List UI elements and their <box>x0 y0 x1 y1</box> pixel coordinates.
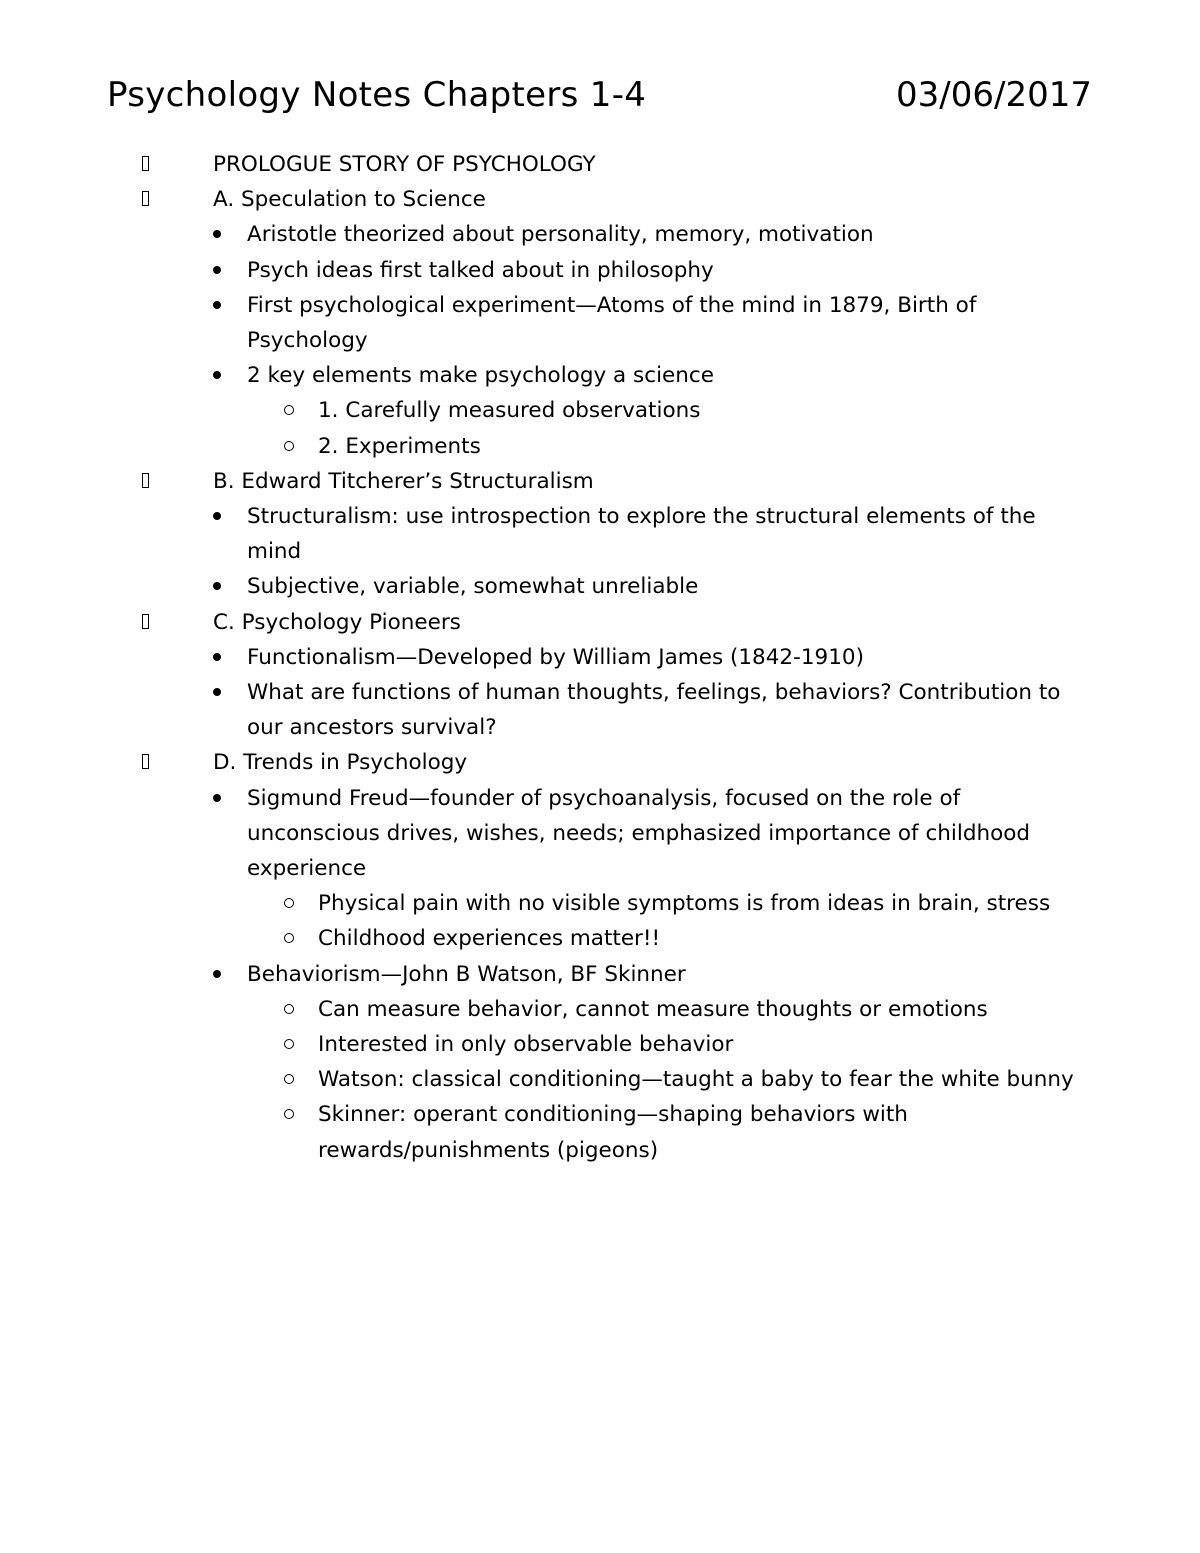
prologue-heading: PROLOGUE STORY OF PSYCHOLOGY <box>213 152 596 177</box>
bullet-text: What are functions of human thoughts, feelings, behaviors? Contribution to our ancestors survival? <box>247 680 1061 741</box>
bullet-ring-icon <box>284 1027 298 1062</box>
bullet-text: Subjective, variable, somewhat unreliable <box>247 574 699 600</box>
bullet-ring-icon <box>284 1062 298 1097</box>
bullet-ring-icon <box>284 429 298 464</box>
bullet-text: 2 key elements make psychology a science <box>247 363 714 389</box>
document-date: 03/06/2017 <box>896 75 1092 115</box>
sub-bullet-text: Skinner: operant conditioning—shaping behaviors with rewards/punishments (pigeons) <box>318 1102 908 1163</box>
bullet-dot-icon <box>213 569 225 604</box>
bullet-dot-icon <box>213 253 225 288</box>
outline-heading <box>0 182 1200 217</box>
bullet-item <box>0 253 1200 288</box>
sub-bullet-item <box>0 1027 1200 1062</box>
sub-bullet-item <box>0 393 1200 428</box>
bullet-item <box>0 675 1200 745</box>
bullet-item <box>0 288 1200 358</box>
sub-bullet-text: Can measure behavior, cannot measure thoughts or emotions <box>318 996 988 1022</box>
outline-heading <box>0 605 1200 640</box>
bullet-item <box>0 640 1200 675</box>
bullet-text: Structuralism: use introspection to explore the structural elements of the mind <box>247 504 1036 565</box>
bullet-dot-icon <box>213 675 225 710</box>
bullet-item <box>0 781 1200 887</box>
bullet-text: Aristotle theorized about personality, memory, motivation <box>247 222 874 248</box>
section-a-heading: A. Speculation to Science <box>213 187 486 213</box>
bullet-dot-icon <box>213 957 225 992</box>
bullet-item <box>0 358 1200 393</box>
sub-bullet-text: 1. Carefully measured observations <box>318 398 701 424</box>
missing-glyph-bullet-icon <box>142 464 154 499</box>
outline-heading <box>0 147 1200 182</box>
bullet-dot-icon <box>213 499 225 534</box>
bullet-text: First psychological experiment—Atoms of the mind in 1879, Birth of Psychology <box>247 292 977 354</box>
bullet-ring-icon <box>284 992 298 1027</box>
sub-bullet-item <box>0 886 1200 921</box>
sub-bullet-item <box>0 1097 1200 1167</box>
section-b-heading: B. Edward Titcherer’s Structuralism <box>213 468 594 494</box>
outline-heading <box>0 745 1200 780</box>
bullet-dot-icon <box>213 781 225 816</box>
missing-glyph-bullet-icon <box>142 745 154 780</box>
sub-bullet-text: Childhood experiences matter!! <box>318 926 661 952</box>
sub-bullet-text: Physical pain with no visible symptoms is from ideas in brain, stress <box>318 891 1051 917</box>
bullet-ring-icon <box>284 921 298 956</box>
missing-glyph-bullet-icon <box>142 182 154 217</box>
bullet-item <box>0 217 1200 252</box>
bullet-dot-icon <box>213 640 225 675</box>
sub-bullet-text: 2. Experiments <box>318 433 481 459</box>
bullet-item <box>0 499 1200 569</box>
bullet-dot-icon <box>213 358 225 393</box>
sub-bullet-item <box>0 992 1200 1027</box>
outline-heading <box>0 464 1200 499</box>
sub-bullet-item <box>0 429 1200 464</box>
section-d-heading: D. Trends in Psychology <box>213 750 468 776</box>
missing-glyph-bullet-icon <box>142 147 154 182</box>
notes-outline <box>0 147 1200 1168</box>
bullet-text: Functionalism—Developed by William James (1842-1910) <box>247 644 864 670</box>
section-c-heading: C. Psychology Pioneers <box>213 609 461 635</box>
bullet-ring-icon <box>284 1097 298 1132</box>
missing-glyph-bullet-icon <box>142 605 154 640</box>
sub-bullet-item <box>0 921 1200 956</box>
bullet-item <box>0 569 1200 604</box>
bullet-dot-icon <box>213 217 225 252</box>
bullet-text: Sigmund Freud—founder of psychoanalysis, focused on the role of unconscious drives, wishes, needs; emphasized importance of childhood experience <box>247 785 1031 882</box>
bullet-dot-icon <box>213 288 225 323</box>
sub-bullet-text: Interested in only observable behavior <box>318 1032 734 1058</box>
bullet-item <box>0 957 1200 992</box>
sub-bullet-item <box>0 1062 1200 1097</box>
bullet-ring-icon <box>284 886 298 921</box>
sub-bullet-text: Watson: classical conditioning—taught a baby to fear the white bunny <box>318 1067 1074 1093</box>
bullet-text: Psych ideas first talked about in philosophy <box>247 257 714 283</box>
bullet-ring-icon <box>284 393 298 428</box>
document-title: Psychology Notes Chapters 1-4 <box>107 75 647 115</box>
bullet-text: Behaviorism—John B Watson, BF Skinner <box>247 961 686 987</box>
